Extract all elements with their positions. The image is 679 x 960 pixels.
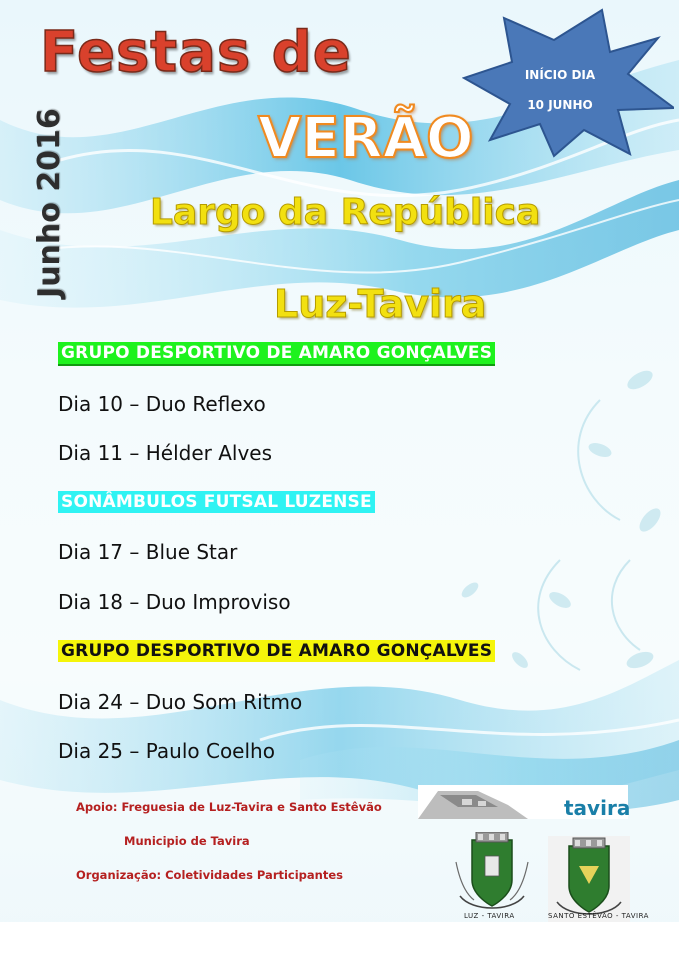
crest-luz-icon [452, 832, 532, 920]
title-verao: VERÃO [258, 106, 474, 171]
side-date: Junho 2016 [32, 108, 67, 298]
badge-line-1: INÍCIO DIA [524, 68, 596, 82]
crest-luz-label: LUZ - TAVIRA [464, 912, 515, 920]
badge-line-2: 10 JUNHO [527, 98, 593, 112]
title-festas-de: Festas de [40, 20, 352, 85]
title-town: Luz-Tavira [274, 282, 487, 326]
schedule-entry: Dia 10 – Duo Reflexo [58, 392, 266, 416]
tavira-building-graphic [418, 785, 548, 819]
group-heading-1: GRUPO DESPORTIVO DE AMARO GONÇALVES [58, 342, 495, 366]
support-organizacao: Organização: Coletividades Participantes [76, 868, 344, 882]
support-municipio: Municipio de Tavira [124, 834, 250, 848]
schedule-entry: Dia 25 – Paulo Coelho [58, 739, 275, 763]
bottom-margin [0, 922, 679, 960]
schedule-entry: Dia 18 – Duo Improviso [58, 590, 291, 614]
group-heading-3: GRUPO DESPORTIVO DE AMARO GONÇALVES [58, 640, 495, 662]
support-apoio: Apoio: Freguesia de Luz-Tavira e Santo Estêvão [76, 800, 382, 814]
group-heading-2: SONÂMBULOS FUTSAL LUZENSE [58, 491, 375, 513]
schedule-entry: Dia 11 – Hélder Alves [58, 441, 273, 465]
badge-text [505, 60, 615, 120]
crest-santo-estevao-icon [548, 836, 630, 922]
crest-santo-estevao-label: SANTO ESTÊVÃO - TAVIRA [548, 912, 649, 920]
schedule-entry: Dia 17 – Blue Star [58, 540, 238, 564]
title-location: Largo da República [150, 192, 541, 233]
schedule-entry: Dia 24 – Duo Som Ritmo [58, 690, 303, 714]
tavira-logo: tavira [564, 796, 631, 820]
